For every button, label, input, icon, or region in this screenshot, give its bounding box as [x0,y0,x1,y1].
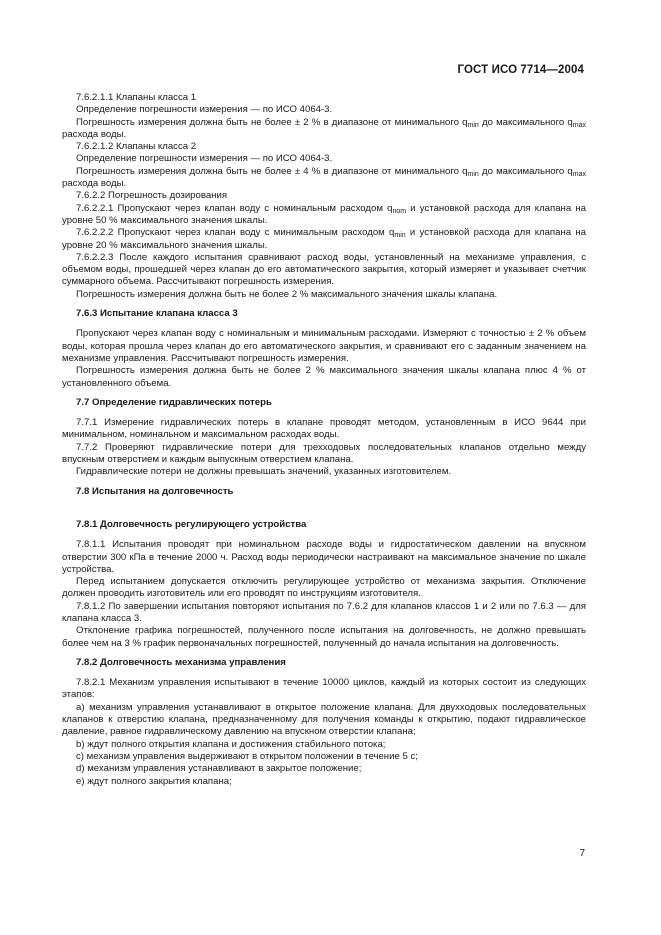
paragraph: Погрешность измерения должна быть не более 2 % максимального значения шкалы клапана плюс 4 % от установленного объема. [62,365,586,389]
paragraph: Гидравлические потери не должны превышать значений, указанных изготовителем. [76,466,452,478]
list-item: а) механизм управления устанавливают в открытое положение клапана. Для двухходовых последовательных клапанов к отверстию клапана, предназначенному для получения команды к открытию, подают гидравлическое давление, равное гидравлическому давлению на впускном отверстии клапана; [62,701,586,738]
paragraph: Погрешность измерения должна быть не более ± 4 % в диапазоне от минимального $q_{min}$ до максимального $q_{max}$ расхода воды. [62,165,586,190]
section-heading-7-8-2: 7.8.2 Долговечность механизма управления [76,656,286,668]
section-heading-7-6-3: 7.6.3 Испытание клапана класса 3 [76,308,238,320]
paragraph: 7.8.1.2 По завершении испытания повторяют испытания по 7.6.2 для клапанов классов 1 и 2 или по 7.6.3 — для клапана класса 3. [62,600,586,624]
clause-7-6-2-2: 7.6.2.2 Погрешность дозирования [76,190,228,202]
section-heading-7-7: 7.7 Определение гидравлических потерь [76,396,272,408]
paragraph: Определение погрешности измерения — по ИСО 4064-3. [76,153,333,165]
list-item: b) ждут полного открытия клапана и достижения стабильного потока; [76,738,386,750]
paragraph: Погрешность измерения должна быть не более 2 % максимального значения шкалы клапана. [76,288,498,300]
clause-7-6-2-1-2: 7.6.2.1.2 Клапаны класса 2 [76,141,197,153]
list-item: c) механизм управления выдерживают в открытом положении в течение 5 с; [76,750,418,762]
document-header: ГОСТ ИСО 7714—2004 [457,64,584,76]
paragraph: 7.8.1.1 Испытания проводят при номинальном расходе воды и гидростатическом давлении на впускном отверстии 300 кПа в течение 2000 ч. Расход воды периодически настраивают на максимальное значение по шкале устройства. [62,539,586,575]
paragraph: Пропускают через клапан воду с номинальным и минимальным расходами. Измеряют с точностью ± 2 % объем воды, которая прошла через клапан до его автоматического закрытия, и сравнивают его с заданным значением на механизме управления. Рассчитывают погрешность измерения. [62,328,586,364]
clause-7-6-2-1-1: 7.6.2.1.1 Клапаны класса 1 [76,92,197,103]
paragraph: 7.6.2.2.3 После каждого испытания сравнивают расход воды, установленный на механизме управления, с объемом воды, прошедшей через клапан до его автоматического закрытия, который измеряет и указывает счетчик суммарного объема. Рассчитывают погрешность измерения. [62,251,586,288]
paragraph: Определение погрешности измерения — по ИСО 4064-3. [76,104,333,116]
paragraph: 7.6.2.2.1 Пропускают через клапан воду с номинальным расходом $q_{nom}$ и установкой расхода для клапана на уровне 50 % максимального значения шкалы. [62,202,586,226]
paragraph: 7.8.2.1 Механизм управления испытывают в течение 10000 циклов, каждый из которых состоит из следующих этапов: [62,677,586,701]
paragraph: Отклонение графика погрешностей, полученного после испытания на долговечность, не должно превышать более чем на 3 % график первоначальных погрешностей, полученный до начала испытания на долговечность. [62,625,586,649]
document-body [62,92,586,788]
paragraph: 7.7.2 Проверяют гидравлические потери для трехходовых последовательных клапанов отдельно между впускным отверстием и каждым выпускным отверстием клапана. [62,441,586,466]
paragraph: Перед испытанием допускается отключить регулирующее устройство от механизма закрытия. Отключение должен проводить изготовитель или его проводят по инструкциям изготовителя. [62,576,586,600]
list-item: e) ждут полного закрытия клапана; [76,775,232,787]
paragraph: 7.7.1 Измерение гидравлических потерь в клапане проводят методом, установленным в ИСО 9644 при минимальном, номинальном и максимальном расходах воды. [62,417,586,441]
paragraph: Погрешность измерения должна быть не более ± 2 % в диапазоне от минимального $q_{min}$ до максимального $q_{max}$ расхода воды. [62,116,586,140]
paragraph: 7.6.2.2.2 Пропускают через клапан воду с минимальным расходом $q_{min}$ и установкой расхода для клапана на уровне 20 % максимального значения шкалы. [62,227,586,251]
section-heading-7-8: 7.8 Испытания на долговечность [76,485,234,497]
list-item: d) механизм управления устанавливают в закрытое положение; [76,763,362,775]
page-number: 7 [579,848,585,859]
section-heading-7-8-1: 7.8.1 Долговечность регулирующего устройства [76,518,307,530]
